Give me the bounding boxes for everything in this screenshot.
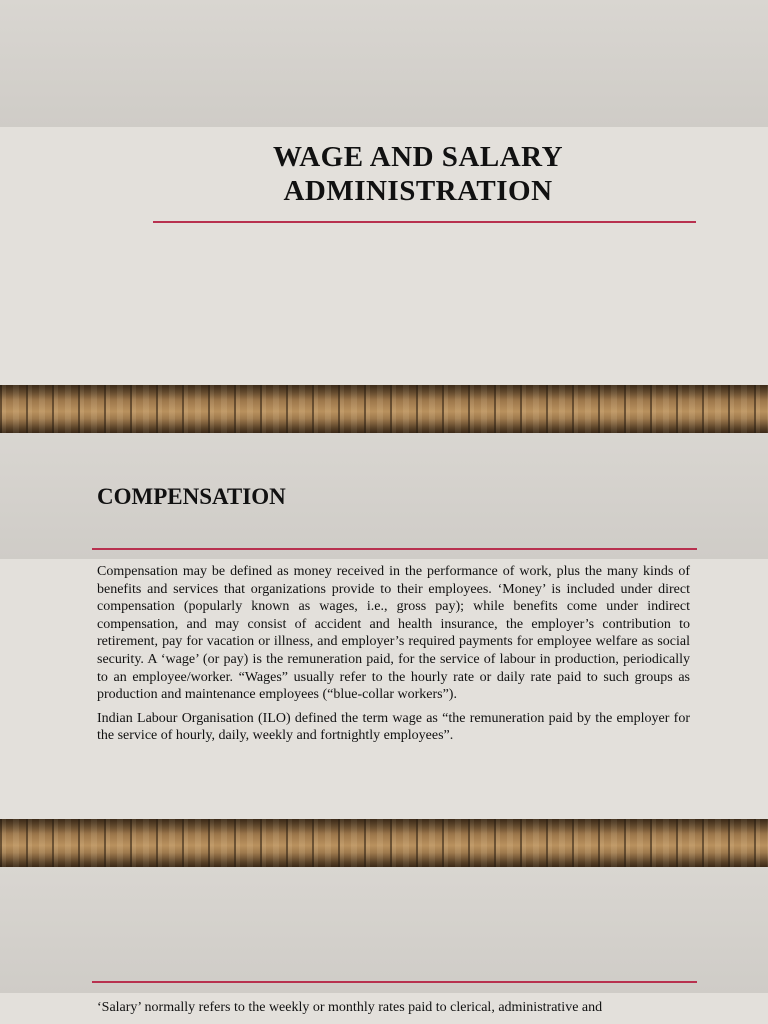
slide2-heading-rule (92, 548, 697, 550)
salary-paragraph-1: ‘Salary’ normally refers to the weekly or monthly rates paid to clerical, administrative and (97, 1000, 603, 1015)
slide2-wood-floor (0, 819, 768, 867)
compensation-paragraph-1: Compensation may be defined as money received in the performance of work, plus the many kinds of benefits and services that organizations provide to their employees. ‘Money’ is included under direct compensation (popularly known as wages, i.e., gross pay); while benefits come under indirect compensation, and may consist of accident and health insurance, the employer’s contribution to retirement, pay for vacation or illness, and employer’s required payments for employee welfare as social security. A ‘wage’ (or pay) is the remuneration paid, for the service of labour in production, periodically to an employee/worker. “Wages” usually refer to the hourly rate or daily rate paid to such groups as production and maintenance employees (“blue-collar workers”). (97, 564, 690, 703)
title-line-1: WAGE AND SALARY (272, 141, 564, 173)
slide3-body (97, 999, 690, 1023)
slide1-wood-floor (0, 385, 768, 433)
title-line-2: ADMINISTRATION (283, 175, 553, 207)
slide3-heading-rule (92, 981, 697, 983)
slide1-header-band (0, 0, 768, 127)
slide2-body (97, 563, 690, 751)
slide2-heading: COMPENSATION (97, 484, 286, 509)
slide1-title-rule (153, 221, 696, 223)
compensation-paragraph-2: Indian Labour Organisation (ILO) defined the term wage as “the remuneration paid by the employer for the service of hourly, daily, weekly and fortnightly employees”. (97, 710, 690, 744)
slide3-header-band (0, 867, 768, 993)
slide1-title (130, 140, 706, 208)
